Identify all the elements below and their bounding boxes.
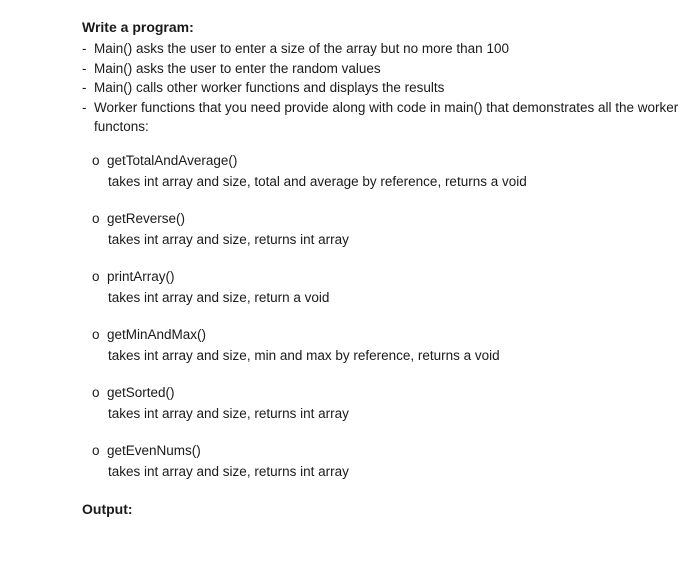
function-item — [92, 442, 672, 500]
function-item — [92, 326, 672, 384]
function-item — [92, 152, 672, 210]
requirement-text: Main() asks the user to enter a size of the array but no more than 100 — [94, 41, 509, 56]
circle-marker: o — [92, 443, 100, 458]
function-item — [92, 210, 672, 268]
requirement-item — [82, 78, 682, 98]
function-name: getReverse() — [107, 211, 186, 226]
circle-marker: o — [92, 385, 100, 400]
dash-marker: - — [82, 99, 87, 115]
requirement-item — [82, 98, 682, 137]
function-item — [92, 384, 672, 442]
circle-marker: o — [92, 327, 100, 342]
requirement-item — [82, 39, 682, 59]
output-label: Output: — [82, 501, 133, 517]
circle-marker: o — [92, 269, 100, 284]
function-name: printArray() — [107, 269, 175, 284]
requirement-text: Main() calls other worker functions and displays the results — [94, 80, 445, 95]
function-description: takes int array and size, returns int array — [108, 406, 349, 421]
dash-marker: - — [82, 60, 87, 76]
circle-marker: o — [92, 153, 100, 168]
dash-marker: - — [82, 41, 87, 56]
requirement-text: Main() asks the user to enter the random values — [94, 60, 381, 76]
circle-marker: o — [92, 211, 100, 226]
function-description: takes int array and size, return a void — [108, 290, 330, 305]
document-heading: Write a program: — [82, 19, 194, 35]
function-name: getSorted() — [107, 385, 175, 400]
function-item — [92, 268, 672, 326]
requirements-list — [82, 39, 682, 137]
function-description: takes int array and size, min and max by reference, returns a void — [108, 348, 500, 363]
function-description: takes int array and size, total and average by reference, returns a void — [108, 174, 527, 189]
function-name: getEvenNums() — [107, 443, 201, 458]
requirement-item — [82, 59, 682, 79]
function-description: takes int array and size, returns int array — [108, 464, 349, 479]
function-name: getMinAndMax() — [107, 327, 207, 342]
function-name: getTotalAndAverage() — [107, 153, 238, 168]
worker-functions-list — [92, 152, 672, 500]
dash-marker: - — [82, 80, 87, 95]
function-description: takes int array and size, returns int array — [108, 232, 349, 247]
requirement-text: Worker functions that you need provide along with code in main() that demonstrates all the worker functons: — [94, 99, 679, 134]
